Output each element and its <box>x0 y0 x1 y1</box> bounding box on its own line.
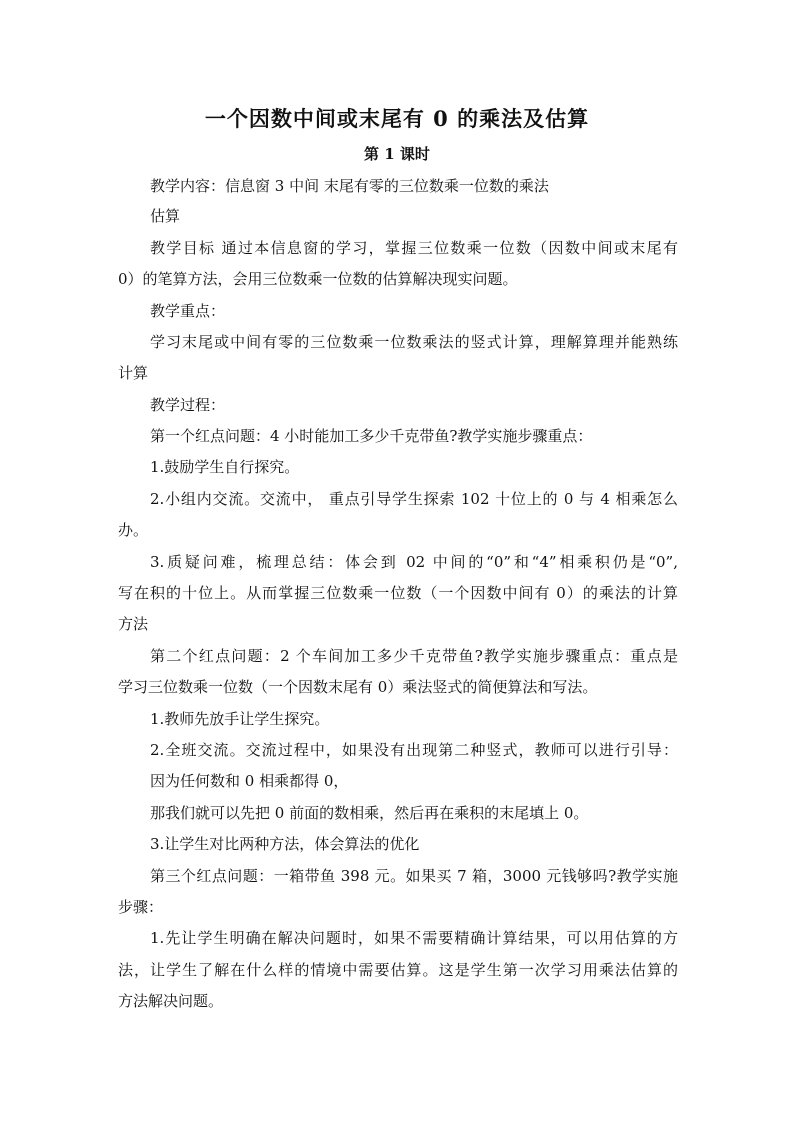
step-2-1: 1.教师先放手让学生探究。 <box>150 710 330 728</box>
step-3-1-end: 方法解决问题。 <box>118 992 224 1010</box>
red-point-question-1: 第一个红点问题：4 小时能加工多少千克带鱼?教学实施步骤重点： <box>150 427 593 445</box>
step-1-3-end: 方法 <box>118 615 149 633</box>
step-1-3-continuation: 写在积的十位上。从而掌握三位数乘一位数（一个因数中间有 0）的乘法的计算 <box>118 584 678 602</box>
step-2-2-reason: 因为任何数和 0 相乘都得 0， <box>150 772 349 790</box>
lesson-subtitle: 第 1 课时 <box>364 145 430 163</box>
step-1-1: 1.鼓励学生自行探究。 <box>150 458 300 476</box>
step-1-2: 2.小组内交流。交流中， 重点引导学生探索 102 十位上的 0 与 4 相乘怎么 <box>150 490 678 508</box>
step-3-1: 1.先让学生明确在解决问题时，如果不需要精确计算结果，可以用估算的方 <box>150 929 678 947</box>
teaching-goal-line: 教学目标 通过本信息窗的学习，掌握三位数乘一位数（因数中间或末尾有 <box>150 239 678 257</box>
teaching-focus-continuation: 计算 <box>118 364 149 382</box>
step-2-2-method: 那我们就可以先把 0 前面的数相乘，然后再在乘积的末尾填上 0。 <box>150 804 589 822</box>
teaching-goal-continuation: 0）的笔算方法，会用三位数乘一位数的估算解决现实问题。 <box>118 270 518 288</box>
teaching-process-heading: 教学过程： <box>150 396 226 414</box>
red-point-question-2-continuation: 学习三位数乘一位数（一个因数末尾有 0）乘法竖式的简便算法和写法。 <box>118 678 598 696</box>
teaching-focus-heading: 教学重点： <box>150 302 226 320</box>
step-1-3: 3.质疑问难，梳理总结：体会到 02 中间的“0”和“4”相乘积仍是“0”, <box>150 553 678 571</box>
step-2-3: 3.让学生对比两种方法，体会算法的优化 <box>150 835 420 853</box>
step-2-2: 2.全班交流。交流过程中，如果没有出现第二种竖式，教师可以进行引导： <box>150 741 678 759</box>
step-3-1-continuation: 法，让学生了解在什么样的情境中需要估算。这是学生第一次学习用乘法估算的 <box>118 961 678 979</box>
teaching-focus-line: 学习末尾或中间有零的三位数乘一位数乘法的竖式计算，理解算理并能熟练 <box>150 333 678 351</box>
red-point-question-2: 第二个红点问题：2 个车间加工多少千克带鱼?教学实施步骤重点：重点是 <box>150 647 678 665</box>
document-title: 一个因数中间或末尾有 0 的乘法及估算 <box>204 106 590 131</box>
teaching-content-line: 教学内容：信息窗 3 中间 末尾有零的三位数乘一位数的乘法 <box>150 177 549 195</box>
red-point-question-3: 第三个红点问题：一箱带鱼 398 元。如果买 7 箱，3000 元钱够吗?教学实施 <box>150 867 678 885</box>
step-1-2-continuation: 办。 <box>118 521 149 539</box>
red-point-question-3-continuation: 步骤： <box>118 898 164 916</box>
teaching-content-continuation: 估算 <box>150 207 181 225</box>
